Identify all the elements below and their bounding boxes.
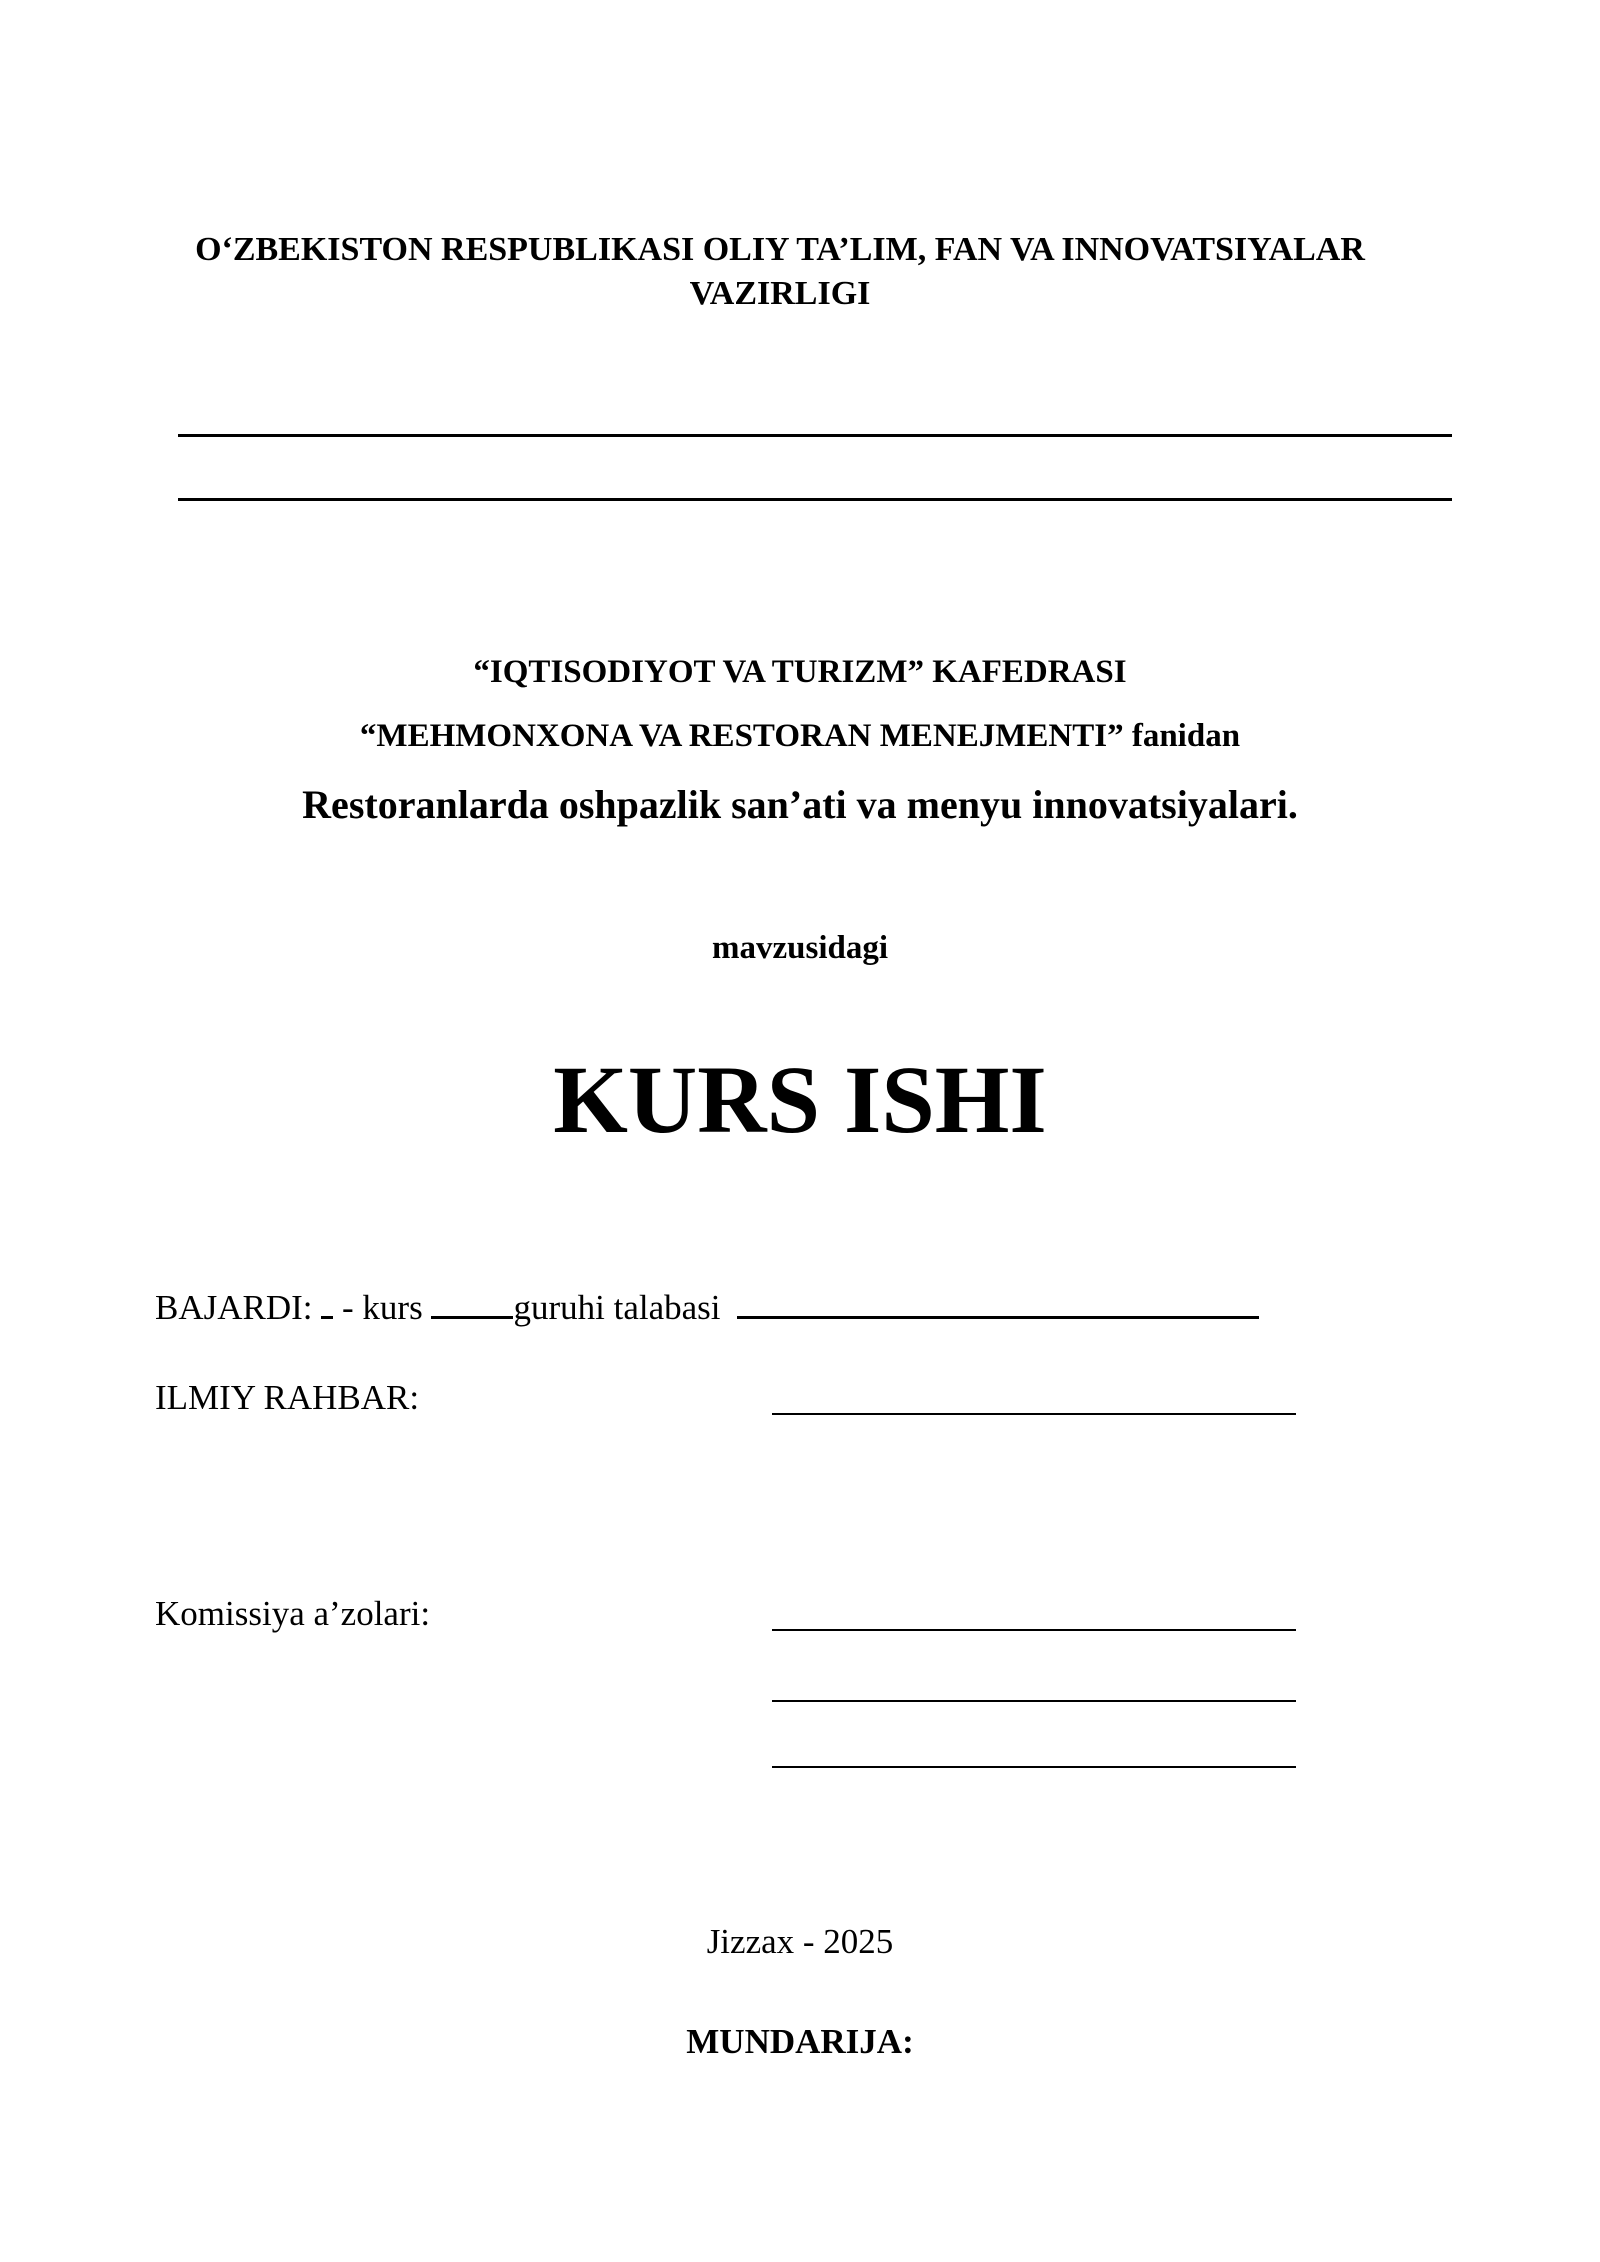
- rahbar-label: ILMIY RAHBAR:: [155, 1378, 420, 1417]
- subject-name: “MEHMONXONA VA RESTORAN MENEJMENTI” fanidan: [359, 718, 1241, 754]
- city-year: Jizzax - 2025: [706, 1922, 894, 1961]
- kurs-label: - kurs: [342, 1288, 423, 1327]
- department-name: “IQTISODIYOT VA TURIZM” KAFEDRASI: [473, 654, 1127, 690]
- institution-blank-line-1: [178, 434, 1452, 437]
- komissiya-blank-1: [772, 1629, 1296, 1631]
- komissiya-blank-2: [772, 1700, 1296, 1702]
- contents-heading: MUNDARIJA:: [686, 2022, 914, 2061]
- komissiya-blank-3: [772, 1766, 1296, 1768]
- student-name-blank: [737, 1286, 1259, 1319]
- topic-suffix: mavzusidagi: [711, 930, 889, 966]
- bajardi-row: [155, 1286, 1259, 1330]
- topic-title: Restoranlarda oshpazlik san’ati va menyu innovatsiyalari.: [302, 782, 1298, 827]
- guruh-label: guruhi talabasi: [513, 1288, 721, 1327]
- bajardi-label: BAJARDI:: [155, 1288, 313, 1327]
- ministry-title: O‘ZBEKISTON RESPUBLIKASI OLIY TA’LIM, FAN VA INNOVATSIYALAR VAZIRLIGI: [195, 231, 1365, 312]
- document-title: KURS ISHI: [553, 1046, 1047, 1153]
- course-blank: [321, 1286, 333, 1319]
- group-blank: [431, 1286, 513, 1319]
- institution-blank-line-2: [178, 498, 1452, 501]
- komissiya-label: Komissiya a’zolari:: [155, 1594, 431, 1633]
- rahbar-blank: [772, 1413, 1296, 1415]
